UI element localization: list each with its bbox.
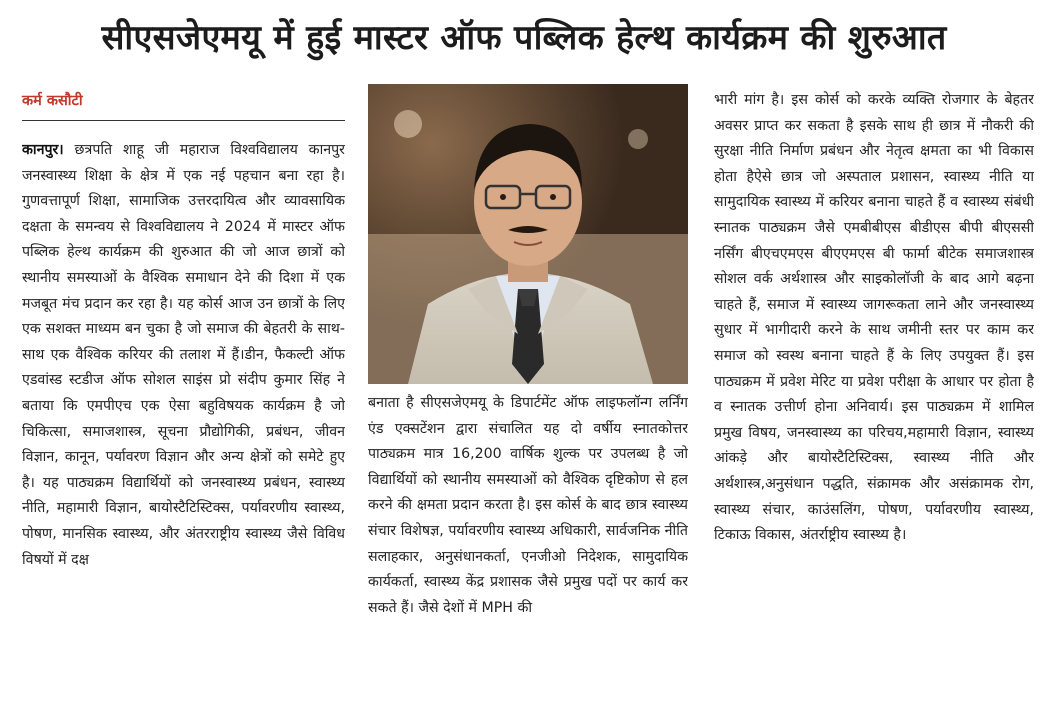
portrait-photo [368, 84, 688, 384]
dateline: कानपुर। [22, 142, 64, 158]
column-1-text: छत्रपति शाहू जी महाराज विश्वविद्यालय कानपुर जनस्वास्थ्य शिक्षा के क्षेत्र में एक नई पहचान बना रहा है। गुणवत्तापूर्ण शिक्षा, सामाजिक उत्तरदायित्व और व्यावसायिक दक्षता के समन्वय से विश्वविद्यालय ने 2024 में मास्टर ऑफ पब्लिक हेल्थ कार्यक्रम की शुरुआत की जो आज छात्रों को स्थानीय समस्याओं के वैश्विक समाधान देने की दिशा में एक मजबूत मंच प्रदान कर रहा है। यह कोर्स आज उन छात्रों के लिए एक सशक्त माध्यम बन चुका है जो समाज की बेहतरी के साथ-साथ एक वैश्विक करियर की तलाश में हैं।डीन, फैकल्टी ऑफ एडवांस्ड स्टडीज ऑफ सोशल साइंस प्रो संदीप कुमार सिंह ने बताया कि एमपीएच एक ऐसा बहुविषयक कार्यक्रम है जो चिकित्सा, समाजशास्त्र, सूचना प्रौद्योगिकी, प्रबंधन, जीवन विज्ञान, कानून, पर्यावरण विज्ञान और अन्य क्षेत्रों को समेटे हुए है। यह पाठ्यक्रम विद्यार्थियों को जनस्वास्थ्य प्रबंधन, स्वास्थ्य नीति, महामारी विज्ञान, बायोस्टैटिस्टिक्स, पर्यावरणीय स्वास्थ्य, पोषण, मानसिक स्वास्थ्य, और अंतरराष्ट्रीय स्वास्थ्य जैसे विविध विषयों में दक्ष [22, 142, 345, 568]
article-column-2: बनाता है सीएसजेएमयू के डिपार्टमेंट ऑफ लाइफलॉन्ग लर्निंग एंड एक्सटेंशन द्वारा संचालित यह दो वर्षीय स्नातकोत्तर पाठ्यक्रम मात्र 16,200 वार्षिक शुल्क पर उपलब्ध है जो विद्यार्थियों को स्थानीय समस्याओं को वैश्विक दृष्टिकोण से हल करने की क्षमता प्रदान करता है। इस कोर्स के बाद छात्र स्वास्थ्य संचार विशेषज्ञ, पर्यावरणीय स्वास्थ्य अधिकारी, सार्वजनिक नीति सलाहकार, अनुसंधानकर्ता, एनजीओ निदेशक, सामुदायिक कार्यकर्ता, स्वास्थ्य केंद्र प्रशासक जैसे प्रमुख पदों पर कार्य कर सकते हैं। जैसे देशों में MPH की [368, 395, 688, 616]
article-column-3: भारी मांग है। इस कोर्स को करके व्यक्ति रोजगार के बेहतर अवसर प्राप्त कर सकता है इसके साथ ही छात्र में नौकरी की सुरक्षा नीति निर्माण प्रबंधन और नेतृत्व क्षमता का भी विकास होता हैऐसे छात्र जो अस्पताल प्रशासन, स्वास्थ्य नीति या सामुदायिक स्वास्थ्य में करियर बनाना चाहते हैं व स्वास्थ्य संबंधी स्नातक पाठ्यक्रम जैसे एमबीबीएस बीडीएस बीपी बीएससी नर्सिंग बीएचएमएस बीएएमएस बी फार्मा बीटेक समाजशास्त्र सोशल वर्क अर्थशास्त्र और साइकोलॉजी के बाद आगे बढ़ना चाहते हैं, समाज में स्वास्थ्य जागरूकता लाने और जनस्वास्थ्य सुधार में भागीदारी करने के साथ जमीनी स्तर पर काम कर समाज को स्वस्थ बनाना चाहते हैं के लिए उपयुक्त हैं। इस पाठ्यक्रम में प्रवेश मेरिट या प्रवेश परीक्षा के आधार पर होता है व स्नातक उत्तीर्ण होना अनिवार्य। इस पाठ्यक्रम में शामिल प्रमुख विषय, जनस्वास्थ्य का परिचय,महामारी विज्ञान, स्वास्थ्य आंकड़े और बायोस्टैटिस्टिक्स, स्वास्थ्य नीति और अर्थशास्त्र,अनुसंधान पद्धति, संक्रामक और असंक्रामक रोग, स्वास्थ्य संचार, काउंसलिंग, पोषण, पर्यावरणीय स्वास्थ्य, टिकाऊ विकास, अंतर्राष्ट्रीय स्वास्थ्य है। [714, 92, 1034, 544]
byline-divider [22, 120, 345, 121]
byline: कर्म कसौटी [22, 93, 83, 109]
headline: सीएसजेएमयू में हुई मास्टर ऑफ पब्लिक हेल्थ कार्यक्रम की शुरुआत [101, 18, 947, 58]
article-column-1 [22, 138, 345, 678]
